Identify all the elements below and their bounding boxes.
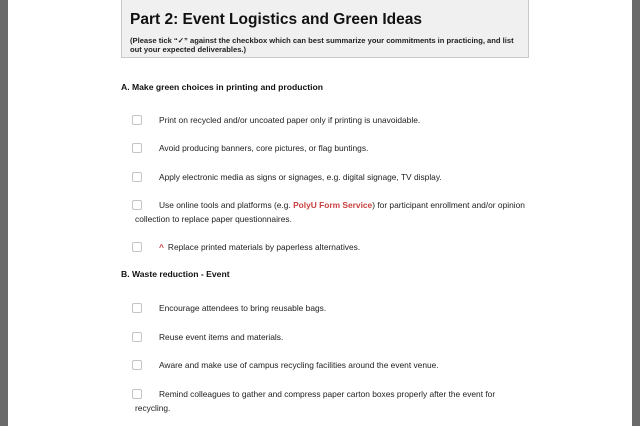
item-b1-label: Encourage attendees to bring reusable bags. <box>159 303 327 313</box>
checkbox-b1[interactable] <box>132 303 142 313</box>
instruction-text: (Please tick “✓” against the checkbox which can best summarize your commitments in practicing, and list out your expected deliverables.) <box>130 36 514 54</box>
polyu-form-service-link[interactable]: PolyU Form Service <box>293 200 373 210</box>
item-a3-label: Apply electronic media as signs or signages, e.g. digital signage, TV display. <box>159 172 442 182</box>
item-a2-label: Avoid producing banners, core pictures, or flag buntings. <box>159 143 369 153</box>
item-a5-text: Replace printed materials by paperless alternatives. <box>167 242 361 252</box>
section-b-heading: B. Waste reduction - Event <box>121 269 230 279</box>
item-a4-label <box>135 198 530 226</box>
checkbox-b3[interactable] <box>132 360 142 370</box>
item-a4-text-before: Use online tools and platforms (e.g. <box>159 200 294 210</box>
caret-marker: ^ <box>159 242 164 252</box>
checkbox-a2[interactable] <box>132 143 142 153</box>
section-a-heading: A. Make green choices in printing and production <box>121 82 323 92</box>
page-title: Part 2: Event Logistics and Green Ideas <box>130 11 423 28</box>
part-header-box <box>121 0 529 58</box>
checkbox-a5[interactable] <box>132 242 142 252</box>
item-a4-text-after: ) for participant enrollment and/or opinion collection to replace paper questionnaires. <box>135 200 525 224</box>
checkbox-a1[interactable] <box>132 115 142 125</box>
checkbox-b2[interactable] <box>132 332 142 342</box>
item-b2-label: Reuse event items and materials. <box>159 332 284 342</box>
item-b3-label: Aware and make use of campus recycling facilities around the event venue. <box>159 360 439 370</box>
item-a1-label: Print on recycled and/or uncoated paper only if printing is unavoidable. <box>159 115 421 125</box>
form-page <box>8 0 632 426</box>
checkbox-a3[interactable] <box>132 172 142 182</box>
item-b4-label: Remind colleagues to gather and compress paper carton boxes properly after the event for recycling. <box>135 389 496 413</box>
item-a5-label <box>159 242 360 252</box>
